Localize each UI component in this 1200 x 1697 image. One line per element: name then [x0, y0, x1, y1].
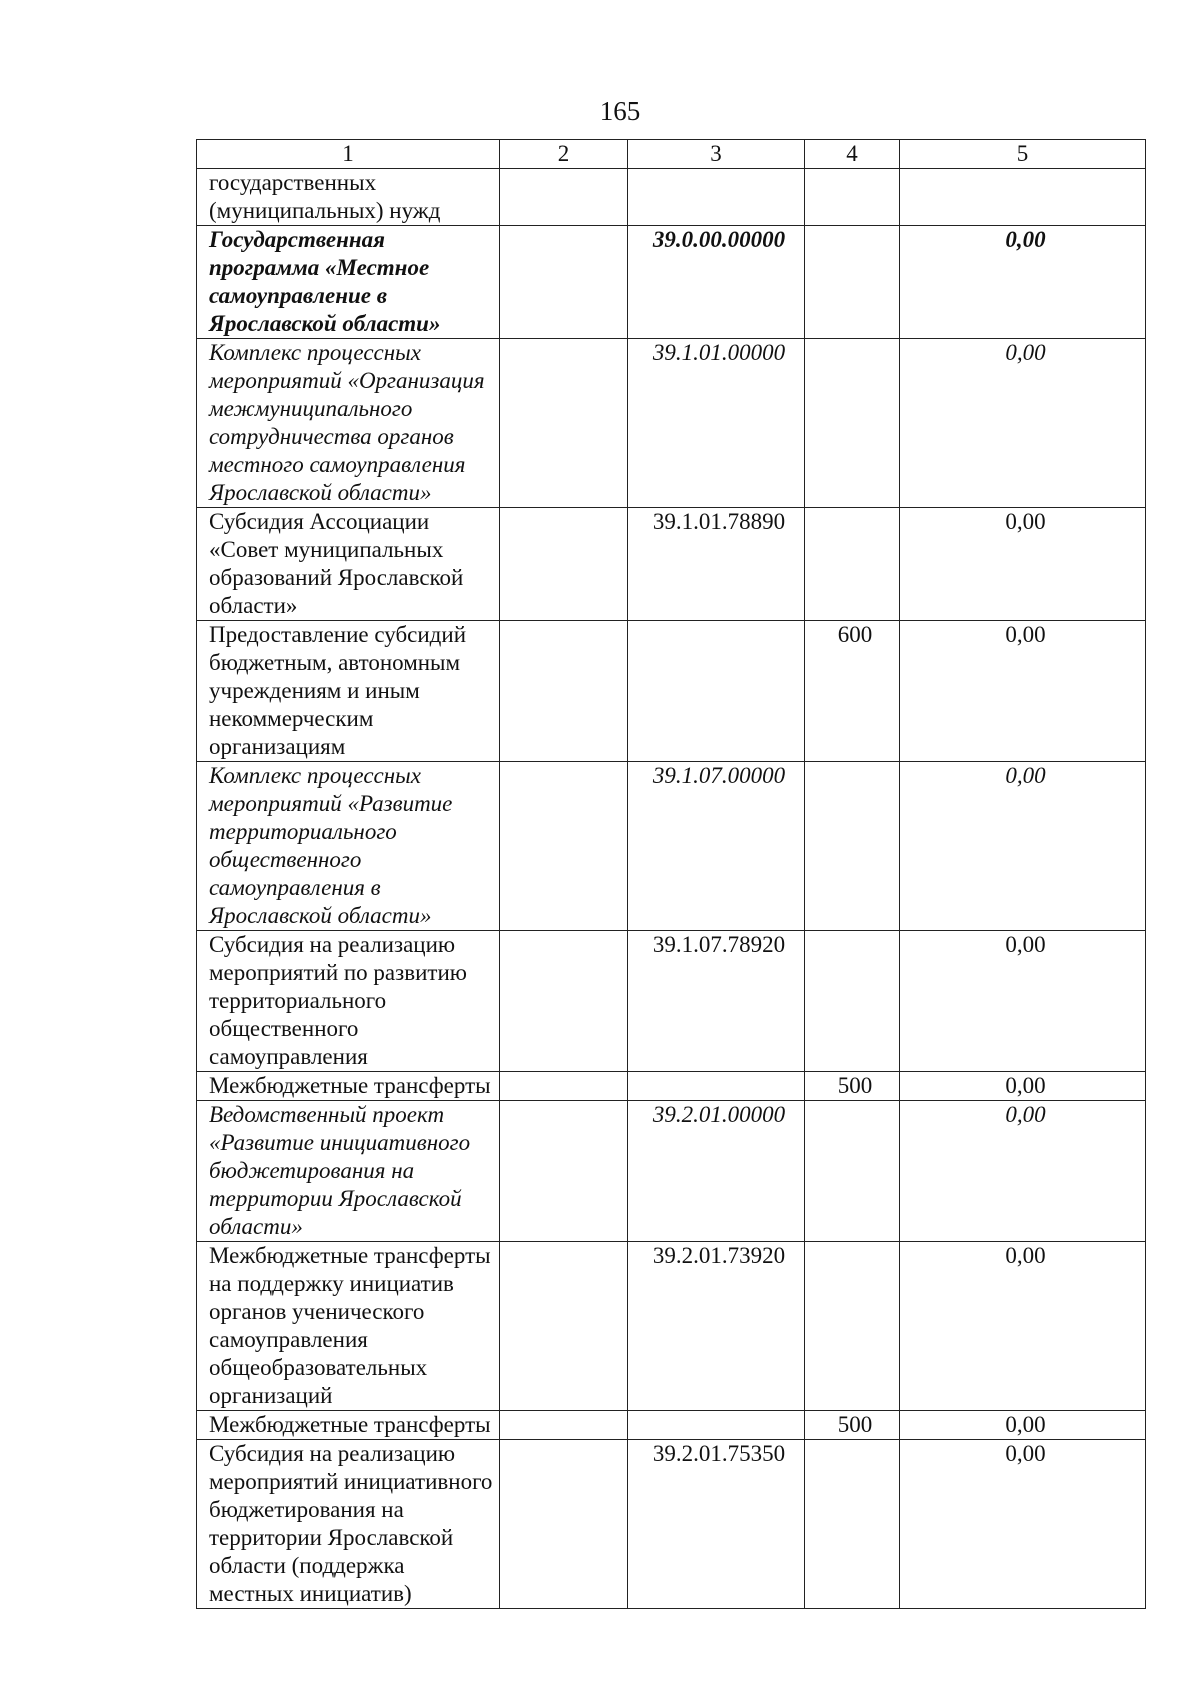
- row-type-cell: 500: [805, 1411, 900, 1440]
- row-code-cell: 39.1.07.78920: [628, 931, 805, 1072]
- row-name-cell: Межбюджетные трансферты: [197, 1411, 500, 1440]
- row-type-cell: [805, 339, 900, 508]
- row-code-cell: [628, 1072, 805, 1101]
- row-code-cell: [628, 1411, 805, 1440]
- row-amount-cell: 0,00: [900, 1242, 1146, 1411]
- row-col2-cell: [500, 169, 628, 226]
- row-amount-cell: 0,00: [900, 931, 1146, 1072]
- row-code-cell: 39.2.01.00000: [628, 1101, 805, 1242]
- table-row: [197, 169, 1146, 226]
- row-code-cell: 39.1.07.00000: [628, 762, 805, 931]
- row-code-cell: [628, 621, 805, 762]
- table-row: [197, 339, 1146, 508]
- row-amount-cell: 0,00: [900, 508, 1146, 621]
- row-code-cell: [628, 169, 805, 226]
- table-row: [197, 1072, 1146, 1101]
- row-col2-cell: [500, 339, 628, 508]
- row-col2-cell: [500, 931, 628, 1072]
- row-type-cell: [805, 508, 900, 621]
- table-row: [197, 762, 1146, 931]
- column-header-2: 2: [500, 140, 628, 169]
- row-name-cell: Комплекс процессных мероприятий «Организация межмуниципального сотрудничества органов местного самоуправления Ярославской области»: [197, 339, 500, 508]
- row-code-cell: 39.1.01.78890: [628, 508, 805, 621]
- row-amount-cell: 0,00: [900, 1101, 1146, 1242]
- row-amount-cell: 0,00: [900, 1072, 1146, 1101]
- row-type-cell: [805, 931, 900, 1072]
- table-row: [197, 931, 1146, 1072]
- row-name-cell: Межбюджетные трансферты: [197, 1072, 500, 1101]
- row-type-cell: [805, 1242, 900, 1411]
- row-amount-cell: [900, 169, 1146, 226]
- row-type-cell: [805, 1440, 900, 1609]
- table-body: [197, 169, 1146, 1609]
- row-col2-cell: [500, 621, 628, 762]
- row-col2-cell: [500, 1072, 628, 1101]
- row-code-cell: 39.1.01.00000: [628, 339, 805, 508]
- row-code-cell: 39.2.01.75350: [628, 1440, 805, 1609]
- row-name-cell: Субсидия Ассоциации «Совет муниципальных образований Ярославской области»: [197, 508, 500, 621]
- table-header-row: [197, 140, 1146, 169]
- row-col2-cell: [500, 226, 628, 339]
- page-number: 165: [599, 96, 641, 126]
- row-amount-cell: 0,00: [900, 339, 1146, 508]
- row-amount-cell: 0,00: [900, 1440, 1146, 1609]
- row-col2-cell: [500, 1440, 628, 1609]
- table-row: [197, 226, 1146, 339]
- row-name-cell: Субсидия на реализацию мероприятий по развитию территориального общественного самоуправления: [197, 931, 500, 1072]
- row-type-cell: [805, 226, 900, 339]
- column-header-1: 1: [197, 140, 500, 169]
- row-type-cell: 600: [805, 621, 900, 762]
- row-name-cell: Государственная программа «Местное самоуправление в Ярославской области»: [197, 226, 500, 339]
- row-col2-cell: [500, 1411, 628, 1440]
- row-col2-cell: [500, 508, 628, 621]
- row-amount-cell: 0,00: [900, 621, 1146, 762]
- row-type-cell: [805, 169, 900, 226]
- row-name-cell: Ведомственный проект «Развитие инициативного бюджетирования на территории Ярославской области»: [197, 1101, 500, 1242]
- row-type-cell: 500: [805, 1072, 900, 1101]
- table-row: [197, 621, 1146, 762]
- row-amount-cell: 0,00: [900, 1411, 1146, 1440]
- table-row: [197, 508, 1146, 621]
- table-row: [197, 1242, 1146, 1411]
- row-name-cell: Комплекс процессных мероприятий «Развитие территориального общественного самоуправления в Ярославской области»: [197, 762, 500, 931]
- column-header-4: 4: [805, 140, 900, 169]
- row-amount-cell: 0,00: [900, 762, 1146, 931]
- row-name-cell: Субсидия на реализацию мероприятий инициативного бюджетирования на территории Ярославской области (поддержка местных инициатив): [197, 1440, 500, 1609]
- row-type-cell: [805, 762, 900, 931]
- budget-table: [196, 139, 1146, 1609]
- row-col2-cell: [500, 1101, 628, 1242]
- table-row: [197, 1411, 1146, 1440]
- row-type-cell: [805, 1101, 900, 1242]
- column-header-5: 5: [900, 140, 1146, 169]
- row-name-cell: Межбюджетные трансферты на поддержку инициатив органов ученического самоуправления общеобразовательных организаций: [197, 1242, 500, 1411]
- row-col2-cell: [500, 762, 628, 931]
- row-code-cell: 39.2.01.73920: [628, 1242, 805, 1411]
- table-row: [197, 1101, 1146, 1242]
- row-code-cell: 39.0.00.00000: [628, 226, 805, 339]
- row-col2-cell: [500, 1242, 628, 1411]
- table-row: [197, 1440, 1146, 1609]
- row-name-cell: Предоставление субсидий бюджетным, автономным учреждениям и иным некоммерческим организациям: [197, 621, 500, 762]
- column-header-3: 3: [628, 140, 805, 169]
- row-amount-cell: 0,00: [900, 226, 1146, 339]
- row-name-cell: государственных (муниципальных) нужд: [197, 169, 500, 226]
